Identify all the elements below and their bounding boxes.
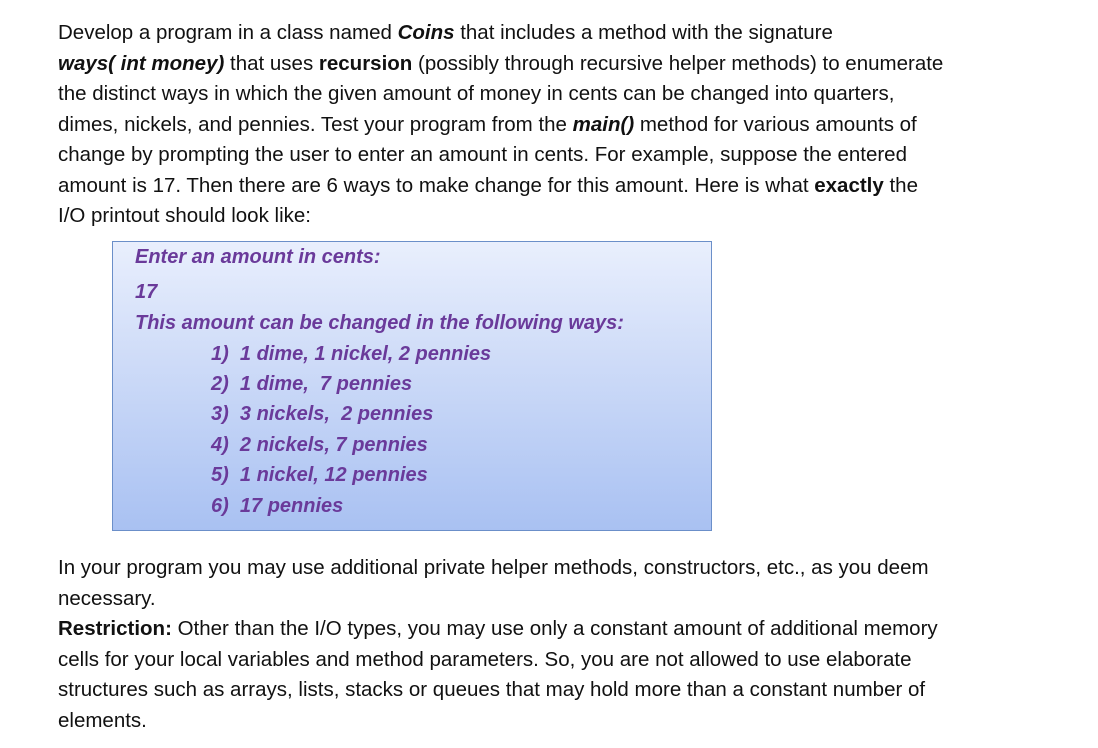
restriction-line-4: elements. [58,708,147,732]
intro-line-1: Develop a program in a class named Coins that includes a method with the signature [58,21,833,44]
io-header: This amount can be changed in the following ways: [135,312,624,334]
intro-line-5: change by prompting the user to enter an amount in cents. For example, suppose the entered [58,143,907,166]
io-prompt: Enter an amount in cents: [135,246,381,268]
restriction-line-2: cells for your local variables and method parameters. So, you are not allowed to use elaborate [58,647,912,671]
notes-line-1: In your program you may use additional private helper methods, constructors, etc., as you deem [58,556,929,579]
intro-line-4: dimes, nickels, and pennies. Test your program from the main() method for various amounts of [58,112,917,136]
intro-line-7: I/O printout should look like: [58,204,311,227]
io-way: 6) 17 pennies [211,495,344,517]
io-way: 4) 2 nickels, 7 pennies [211,434,428,456]
restriction-line-1: Restriction: Other than the I/O types, you may use only a constant amount of additional memory [58,617,938,640]
io-example-box [112,241,712,531]
main-method: main() [572,112,635,136]
exactly-keyword: exactly [814,173,884,197]
notes-line-2: necessary. [58,586,156,610]
intro-line-2: ways( int money) that uses recursion (possibly through recursive helper methods) to enumerate [58,51,944,75]
io-way: 3) 3 nickels, 2 pennies [211,403,434,425]
io-way: 1) 1 dime, 1 nickel, 2 pennies [211,343,492,365]
intro-line-3: the distinct ways in which the given amount of money in cents can be changed into quarters, [58,82,895,105]
io-way: 5) 1 nickel, 12 pennies [211,464,428,486]
io-input: 17 [135,281,158,303]
recursion-keyword: recursion [318,51,413,75]
method-signature: ways( int money) [58,51,225,75]
restriction-line-3: structures such as arrays, lists, stacks or queues that may hold more than a constant number of [58,678,926,701]
assignment-intro [58,18,1068,232]
assignment-notes [58,553,1068,736]
restriction-label: Restriction: [58,617,172,640]
intro-line-6: amount is 17. Then there are 6 ways to make change for this amount. Here is what exactly the [58,173,918,197]
io-way: 2) 1 dime, 7 pennies [211,373,413,395]
class-name-coins: Coins [397,21,455,44]
